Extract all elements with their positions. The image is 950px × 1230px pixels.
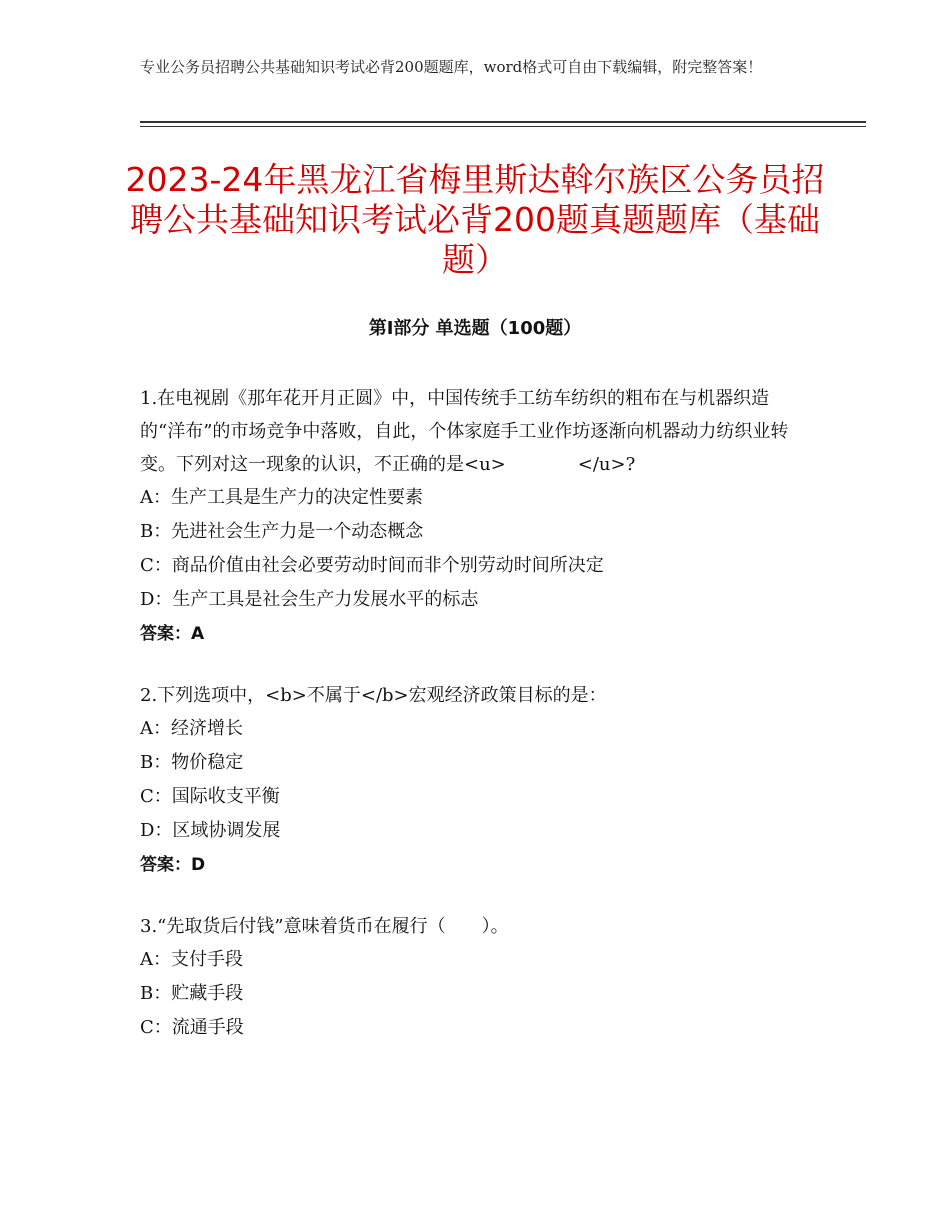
document-title: 2023-24年黑龙江省梅里斯达斡尔族区公务员招聘公共基础知识考试必背200题真题题库（基础题） [125, 160, 825, 279]
option-c: C：商品价值由社会必要劳动时间而非个别劳动时间所决定 [140, 555, 604, 576]
option-c: C：国际收支平衡 [140, 786, 280, 807]
header-rule-thin [140, 126, 866, 127]
question-1 [140, 382, 800, 651]
header-note: 专业公务员招聘公共基础知识考试必背200题题库，word格式可自由下载编辑，附完整答案！ [140, 58, 763, 76]
section-title: 第Ⅰ部分 单选题（100题） [368, 318, 582, 339]
question-stem: 1.在电视剧《那年花开月正圆》中，中国传统手工纺车纺织的粗布在与机器织造的“洋布”的市场竞争中落败，自此，个体家庭手工业作坊逐渐向机器动力纺织业转变。下列对这一现象的认识，不正确的是<u> </u>? [140, 388, 789, 475]
question-list [140, 382, 800, 1073]
answer: 答案：A [140, 624, 205, 644]
option-d: D：生产工具是社会生产力发展水平的标志 [140, 589, 479, 610]
option-b: B：物价稳定 [140, 752, 244, 773]
question-3 [140, 910, 800, 1045]
option-c: C：流通手段 [140, 1017, 244, 1038]
option-d: D：区域协调发展 [140, 820, 281, 841]
option-a: A：生产工具是生产力的决定性要素 [140, 487, 423, 508]
question-stem: 2.下列选项中，<b>不属于</b>宏观经济政策目标的是： [140, 685, 607, 706]
question-2 [140, 679, 800, 882]
option-b: B：贮藏手段 [140, 983, 244, 1004]
header-rule-thick [140, 121, 866, 123]
answer: 答案：D [140, 855, 206, 875]
option-b: B：先进社会生产力是一个动态概念 [140, 521, 424, 542]
option-a: A：经济增长 [140, 718, 243, 739]
question-stem: 3.“先取货后付钱”意味着货币在履行（ ）。 [140, 916, 509, 937]
option-a: A：支付手段 [140, 949, 243, 970]
